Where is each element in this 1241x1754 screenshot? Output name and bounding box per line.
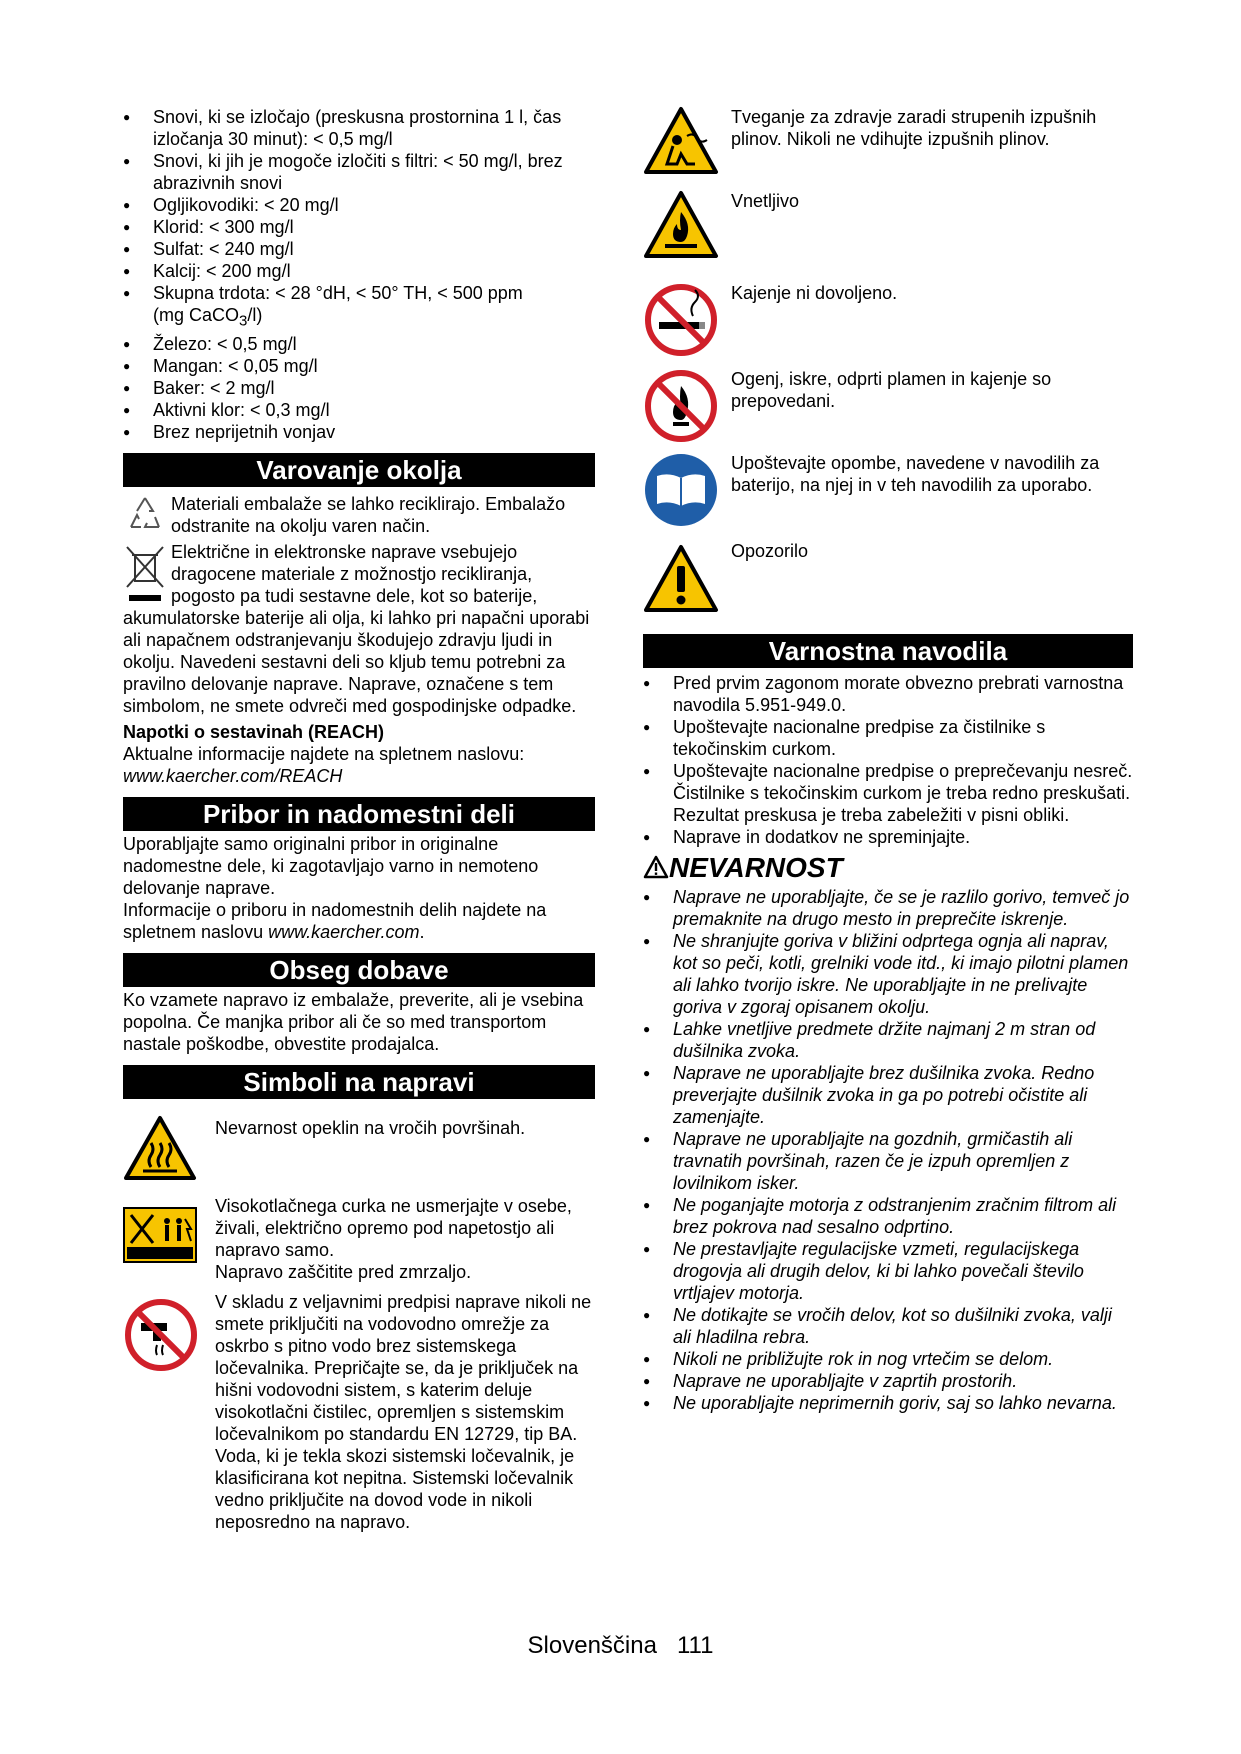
flammable-icon (643, 190, 719, 260)
flammable-icon-wrap (643, 190, 731, 265)
dot: . (419, 921, 425, 942)
no-drinking-water-icon (123, 1297, 199, 1373)
scope-text: Ko vzamete napravo iz embalaže, preverite, ali je vsebina popolna. Če manjka pribor ali če so med transportom nastale poškodbe, obvestite prodajalca. (123, 989, 584, 1054)
list-item: ● Aktivni klor: < 0,3 mg/l (123, 399, 595, 421)
list-item: ● Naprave in dodatkov ne spreminjajte. (643, 826, 1133, 848)
hot-surface-icon-wrap (123, 1115, 215, 1181)
crossed-bin-icon (123, 541, 167, 605)
accessories-text: Uporabljajte samo originalni pribor in originalne nadomestne dele, ki zagotavljajo varno in nemoteno delovanje naprave. (123, 833, 539, 898)
list-item: ● Upoštevajte nacionalne predpise o preprečevanju nesreč. Čistilnike s tekočinskim curkom je treba redno preskušati. Rezultat preskusa je treba zabeležiti v pisni obliki. (643, 760, 1133, 826)
list-item: ● Baker: < 2 mg/l (123, 377, 595, 399)
list-item: ● Upoštevajte nacionalne predpise za čistilnike s tekočinskim curkom. (643, 716, 1133, 760)
symbols-heading: Simboli na napravi (123, 1065, 595, 1099)
list-item: ● Ne shranjujte goriva v bližini odprtega ognja ali naprav, kot so peči, kotli, grelniki vode itd., ki imajo pilotni plamen ali lahko tvorijo iskre. Ne uporabljajte in ne prelivajte goriva v zgoraj opisanem okolju. (643, 930, 1133, 1018)
list-item: ● Ne uporabljajte neprimernih goriv, saj so lahko nevarna. (643, 1392, 1133, 1414)
jet-warning-icon (123, 1207, 197, 1263)
page-number: 111 (676, 1632, 714, 1659)
no-smoking-icon (643, 282, 719, 358)
no-open-flame-icon (643, 368, 719, 444)
hot-surface-icon (123, 1115, 197, 1181)
hot-surface-row (123, 1115, 595, 1181)
flammable-text: Vnetljivo (731, 191, 800, 211)
water-spec-list (123, 106, 595, 443)
recycle-text: Materiali embalaže se lahko reciklirajo. Embalažo odstranite na okolju varen način. (171, 493, 566, 536)
safety-list (643, 672, 1133, 848)
danger-title-text: NEVARNOST (669, 852, 843, 883)
kaercher-link[interactable]: www.kaercher.com (268, 921, 420, 942)
safety-heading: Varnostna navodila (643, 634, 1133, 668)
recycle-icon (123, 493, 167, 537)
warning-text: Opozorilo (731, 541, 809, 561)
reach-link[interactable]: www.kaercher.com/REACH (123, 765, 343, 786)
exhaust-text: Tveganje za zdravje zaradi strupenih izpušnih plinov. Nikoli ne vdihujte izpušnih plinov. (731, 107, 1097, 149)
flammable-row (643, 190, 1133, 282)
weee-block (123, 541, 595, 717)
jet-icon-wrap (123, 1195, 215, 1263)
scope-heading: Obseg dobave (123, 953, 595, 987)
drinking-water-row (123, 1291, 595, 1533)
weee-text: Električne in elektronske naprave vsebujejo dragocene materiale z možnostjo recikliranja, pogosto pa tudi sestavne dele, kot so baterije, akumulatorske baterije ali olja, ki lahko pri napačni uporabi ali napačnem odstranjevanju škodujejo zdravju ljudi in okolju. Navedeni sestavni deli so kljub temu potrebni za pravilno delovanje naprave. Naprave, označene s tem simbolom, ne smete odvreči med gospodinjske odpadke. (123, 541, 590, 716)
caco3-sub: 3 (239, 312, 248, 330)
toxic-exhaust-icon (643, 106, 719, 176)
manual-icon-wrap (643, 452, 731, 533)
no-fire-icon-wrap (643, 368, 731, 449)
accessories-info-text: Informacije o priboru in nadomestnih delih najdete na spletnem naslovu (123, 899, 547, 942)
reach-text: Aktualne informacije najdete na spletnem naslovu: (123, 743, 525, 764)
warning-icon (643, 544, 719, 614)
no-smoking-text: Kajenje ni dovoljeno. (731, 283, 898, 303)
recycle-row (123, 493, 595, 537)
no-fire-text: Ogenj, iskre, odprti plamen in kajenje so prepovedani. (731, 369, 1052, 411)
page-footer (0, 1632, 1241, 1660)
list-item: ● Železo: < 0,5 mg/l (123, 333, 595, 355)
jet-warning-row (123, 1195, 595, 1283)
list-item: ● Brez neprijetnih vonjav (123, 421, 595, 443)
list-item: ● Naprave ne uporabljajte brez dušilnika zvoka. Redno preverjajte dušilnik zvoka in ga po potrebi očistite ali zamenjajte. (643, 1062, 1133, 1128)
caco3-text: (mg CaCO (153, 305, 240, 325)
list-item: ● Klorid: < 300 mg/l (123, 216, 595, 238)
list-item: ● Naprave ne uporabljajte na gozdnih, grmičastih ali travnatih površinah, razen če je izpuh opremljen z lovilnikom isker. (643, 1128, 1133, 1194)
footer-language: Slovenščina (527, 1632, 657, 1659)
danger-triangle-icon (643, 855, 669, 879)
list-item (123, 282, 595, 333)
no-smoking-icon-wrap (643, 282, 731, 363)
list-item: ● Ne prestavljajte regulacijske vzmeti, regulacijskega drogovja ali drugih delov, ki bi lahko povečali število vrtljajev motorja. (643, 1238, 1133, 1304)
exhaust-row (643, 106, 1133, 190)
jet-text-block (215, 1195, 595, 1283)
list-item: ● Nikoli ne približujte rok in nog vrtečim se delom. (643, 1348, 1133, 1370)
accessories-info (123, 899, 595, 943)
manual-row (643, 452, 1133, 540)
right-column (643, 106, 1133, 1414)
list-item: ● Pred prvim zagonom morate obvezno prebrati varnostna navodila 5.951-949.0. (643, 672, 1133, 716)
list-item: ● Lahke vnetljive predmete držite najmanj 2 m stran od dušilnika zvoka. (643, 1018, 1133, 1062)
list-item: ● Ne dotikajte se vročih delov, kot so dušilniki zvoka, valji ali hladilna rebra. (643, 1304, 1133, 1348)
no-drinking-water-icon-wrap (123, 1291, 215, 1373)
hot-surface-text: Nevarnost opeklin na vročih površinah. (215, 1117, 526, 1138)
environment-heading: Varovanje okolja (123, 453, 595, 487)
list-item: ● Ne poganjajte motorja z odstranjenim zračnim filtrom ali brez pokrova nad sesalno odprtino. (643, 1194, 1133, 1238)
frost-text: Napravo zaščitite pred zmrzaljo. (215, 1261, 472, 1282)
list-item: ● Mangan: < 0,05 mg/l (123, 355, 595, 377)
danger-list (643, 886, 1133, 1414)
list-item: ● Kalcij: < 200 mg/l (123, 260, 595, 282)
manual-text: Upoštevajte opombe, navedene v navodilih za baterijo, na njej in v teh navodilih za uporabo. (731, 453, 1100, 495)
jet-text: Visokotlačnega curka ne usmerjajte v osebe, živali, električno opremo pod napetostjo ali napravo samo. (215, 1195, 572, 1260)
reach-title: Napotki o sestavinah (REACH) (123, 721, 385, 742)
warning-row (643, 540, 1133, 630)
caco3-end: /l) (247, 305, 263, 325)
list-item: ● Snovi, ki se izločajo (preskusna prostornina 1 l, čas izločanja 30 minut): < 0,5 mg/l (123, 106, 595, 150)
hardness-text: Skupna trdota: < 28 °dH, < 50° TH, < 500 ppm (153, 283, 523, 303)
danger-title (643, 852, 1133, 884)
list-item: ● Naprave ne uporabljajte, če se je razlilo gorivo, temveč jo premaknite na drugo mesto in preprečite iskrenje. (643, 886, 1133, 930)
warning-icon-wrap (643, 540, 731, 619)
list-item: ● Naprave ne uporabljajte v zaprtih prostorih. (643, 1370, 1133, 1392)
list-item: ● Snovi, ki jih je mogoče izločiti s filtri: < 50 mg/l, brez abrazivnih snovi (123, 150, 595, 194)
list-item: ● Sulfat: < 240 mg/l (123, 238, 595, 260)
no-smoking-row (643, 282, 1133, 368)
read-manual-icon (643, 452, 719, 528)
accessories-heading: Pribor in nadomestni deli (123, 797, 595, 831)
no-fire-row (643, 368, 1133, 452)
exhaust-icon-wrap (643, 106, 731, 181)
list-item: ● Ogljikovodiki: < 20 mg/l (123, 194, 595, 216)
drinking-water-text: V skladu z veljavnimi predpisi naprave nikoli ne smete priključiti na vodovodno omrežje za oskrbo s pitno vodo brez sistemskega ločevalnika. Prepričajte se, da je priključek na hišni vodovodni sistem, s katerim deluje visokotlačni čistilec, opremljen s sistemskim ločevalnikom po standardu EN 12729, tip BA. Voda, ki je tekla skozi sistemski ločevalnik, je klasificirana kot nepitna. Sistemski ločevalnik vedno priključite na dovod vode in nikoli neposredno na napravo. (215, 1291, 592, 1532)
left-column (123, 106, 595, 1533)
environment-section (123, 493, 595, 787)
